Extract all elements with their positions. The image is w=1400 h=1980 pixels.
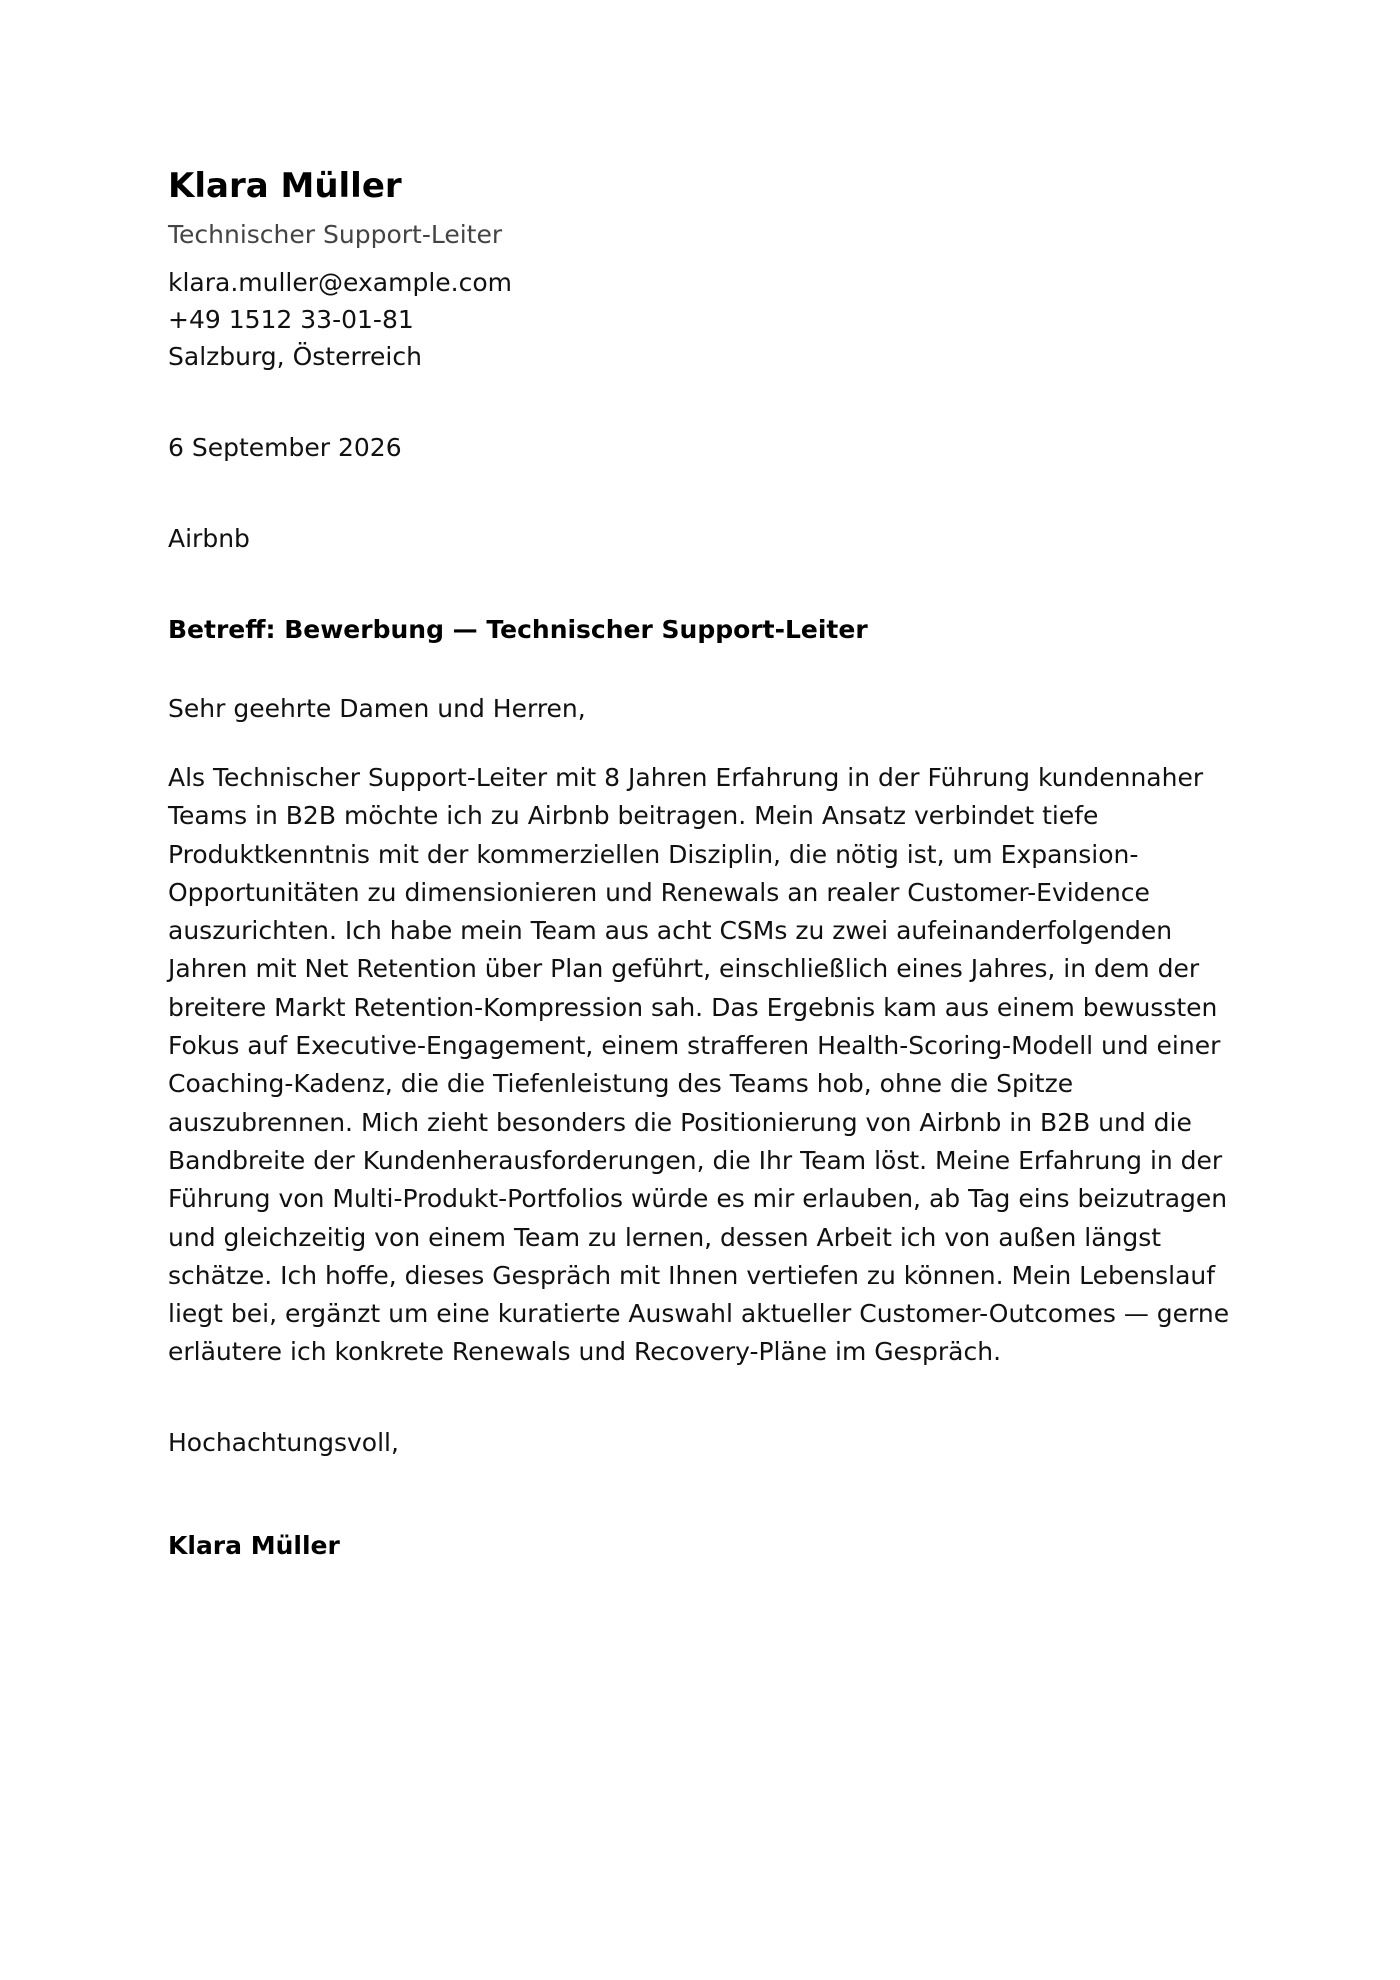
sender-phone: +49 1512 33-01-81 — [168, 305, 414, 334]
sender-location: Salzburg, Österreich — [168, 342, 422, 371]
salutation: Sehr geehrte Damen und Herren, — [168, 694, 586, 723]
letter-date: 6 September 2026 — [168, 433, 402, 462]
sender-title: Technischer Support-Leiter — [168, 220, 503, 249]
sender-name: Klara Müller — [168, 166, 402, 206]
signature: Klara Müller — [168, 1530, 340, 1560]
closing: Hochachtungsvoll, — [168, 1427, 399, 1457]
contact-block — [168, 264, 1248, 375]
subject-line: Betreff: Bewerbung — Technischer Support-Leiter — [168, 615, 868, 644]
letter-body: Als Technischer Support-Leiter mit 8 Jahren Erfahrung in der Führung kundennaher Teams in B2B möchte ich zu Airbnb beitragen. Mein Ansatz verbindet tiefe Produktkenntnis mit der kommerziellen Disziplin, die nötig ist, um Expansion-Opportunitäten zu dimensionieren und Renewals an realer Customer-Evidence auszurichten. Ich habe mein Team aus acht CSMs zu zwei aufeinanderfolgenden Jahren mit Net Retention über Plan geführt, einschließlich eines Jahres, in dem der breitere Markt Retention-Kompression sah. Das Ergebnis kam aus einem bewussten Fokus auf Executive-Engagement, einem strafferen Health-Scoring-Modell und einer Coaching-Kadenz, die die Tiefenleistung des Teams hob, ohne die Spitze auszubrennen. Mich zieht besonders die Positionierung von Airbnb in B2B und die Bandbreite der Kundenherausforderungen, die Ihr Team löst. Meine Erfahrung in der Führung von Multi-Produkt-Portfolios würde es mir erlauben, ab Tag eins beizutragen und gleichzeitig von einem Team zu lernen, dessen Arbeit ich von außen längst schätze. Ich hoffe, dieses Gespräch mit Ihnen vertiefen zu können. Mein Lebenslauf liegt bei, ergänzt um eine kuratierte Auswahl aktueller Customer-Outcomes — gerne erläutere ich konkrete Renewals und Recovery-Pläne im Gespräch. — [168, 763, 1230, 1367]
cover-letter — [168, 166, 1248, 1564]
recipient: Airbnb — [168, 524, 250, 553]
sender-email: klara.muller@example.com — [168, 268, 512, 297]
